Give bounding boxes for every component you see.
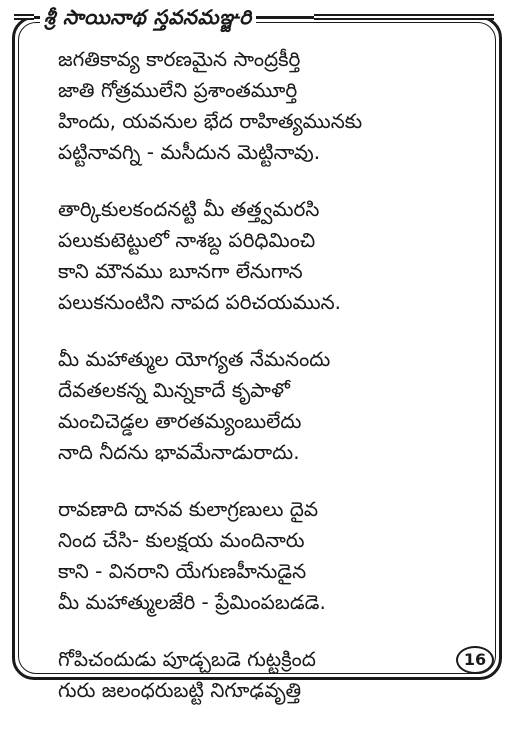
title-bar [0,0,520,34]
poem-line: కాని మౌనము బూనగా లేనుగాన [58,259,303,283]
stanza-2 [58,194,478,318]
page-number-badge: 16 [456,646,494,674]
title-rule-left [14,14,34,20]
poem-line: నాది నీదను భావమేనాడురాదు. [58,440,300,464]
stanza-1 [58,44,478,168]
poem-line: రావణాది దానవ కులాగ్రణులు దైవ [58,497,319,521]
stanza-3 [58,344,478,468]
page-title: శ్రీ సాయినాథ స్తవనమఞ్జరి [40,0,256,34]
poem-line: జగతికావ్య కారణమైన సాంద్రకీర్తి [58,47,301,71]
poem-line: మీ మహాత్ములజేరి - ప్రేమింపబడడె. [58,590,326,614]
poem-line: గురు జలంధరుబట్టి నిగూఢవృత్తి [58,678,302,702]
poem-line: దేవతలకన్న మిన్నకాదే కృపాళో [58,378,290,402]
stanza-5 [58,644,478,706]
title-rule-right [314,14,494,20]
poem-line: పలుకుటెట్టులో నాశబ్ద పరిధిమించి [58,228,316,252]
poem-line: మీ మహాత్ముల యోగ్యత నేమనందు [58,347,331,371]
poem-body [58,44,478,732]
poem-line: జాతి గోత్రములేని ప్రశాంతమూర్తి [58,78,298,102]
poem-line: గోపిచందుడు పూడ్చబడె గుట్టక్రింద [58,647,316,671]
poem-line: హిందు, యవనుల భేద రాహిత్యమునకు [58,109,363,133]
poem-line: తార్కికులకందనట్టి మీ తత్త్వమరసి [58,197,320,221]
stanza-4 [58,494,478,618]
poem-line: నింద చేసి- కులక్షయ మందినారు [58,528,305,552]
poem-line: మంచిచెడ్డల తారతమ్యంబులేదు [58,409,302,433]
poem-line: కాని - వినరాని యేగుణహీనుడైన [58,559,307,583]
poem-line: పట్టినావగ్ని - మసీదున మెట్టినావు. [58,140,321,164]
poem-line: పలుకనుంటిని నాపద పరిచయమున. [58,290,342,314]
